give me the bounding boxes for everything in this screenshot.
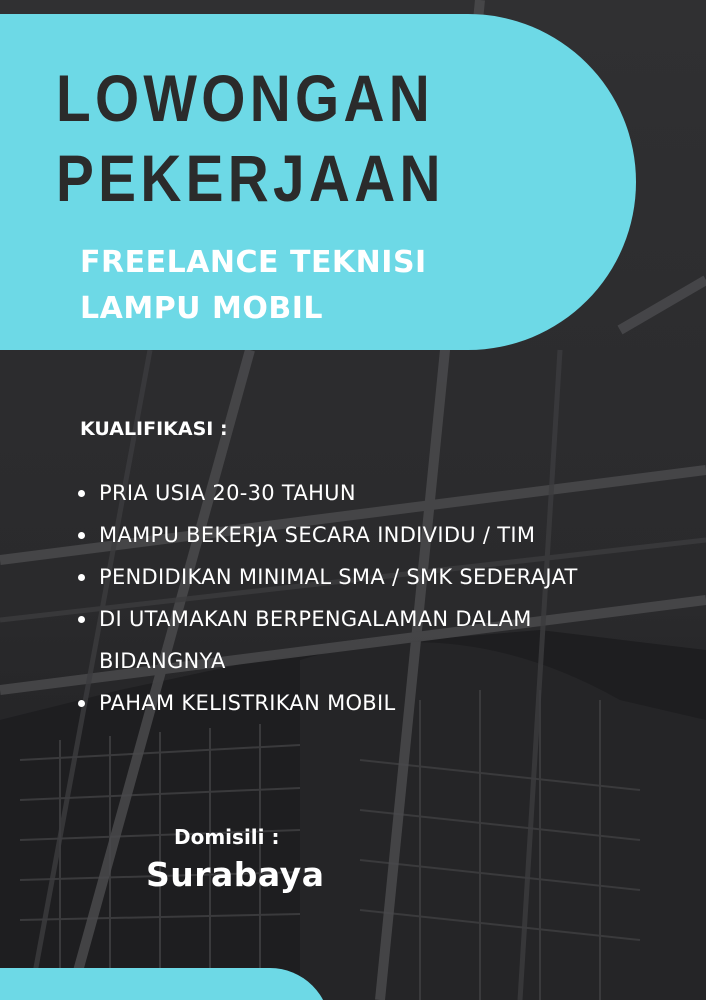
domisili-label: Domisili :	[174, 825, 280, 849]
qualification-text: PAHAM KELISTRIKAN MOBIL	[99, 691, 396, 715]
domisili-value: Surabaya	[146, 855, 325, 894]
footer-accent-shape	[0, 968, 330, 1000]
bullet-icon	[78, 532, 85, 539]
qualification-text: MAMPU BEKERJA SECARA INDIVIDU / TIM	[99, 523, 536, 547]
list-item	[78, 556, 638, 598]
qualification-text: PENDIDIKAN MINIMAL SMA / SMK SEDERAJAT	[99, 565, 578, 589]
list-item	[78, 472, 638, 514]
bullet-icon	[78, 616, 85, 623]
job-title-line-1: FREELANCE TEKNISI	[80, 245, 427, 280]
headline	[56, 58, 445, 218]
headline-line-2: PEKERJAAN	[56, 141, 445, 215]
qualification-text: DI UTAMAKAN BERPENGALAMAN DALAM BIDANGNYA	[99, 607, 532, 673]
qualifications-list	[78, 472, 638, 724]
qualification-text: PRIA USIA 20-30 TAHUN	[99, 481, 356, 505]
headline-line-1: LOWONGAN	[56, 61, 435, 135]
list-item	[78, 682, 638, 724]
job-title	[80, 240, 427, 332]
bullet-icon	[78, 574, 85, 581]
job-title-line-2: LAMPU MOBIL	[80, 291, 323, 326]
list-item	[78, 514, 638, 556]
bullet-icon	[78, 700, 85, 707]
list-item	[78, 598, 638, 682]
qualifications-heading: KUALIFIKASI :	[80, 418, 228, 440]
bullet-icon	[78, 490, 85, 497]
